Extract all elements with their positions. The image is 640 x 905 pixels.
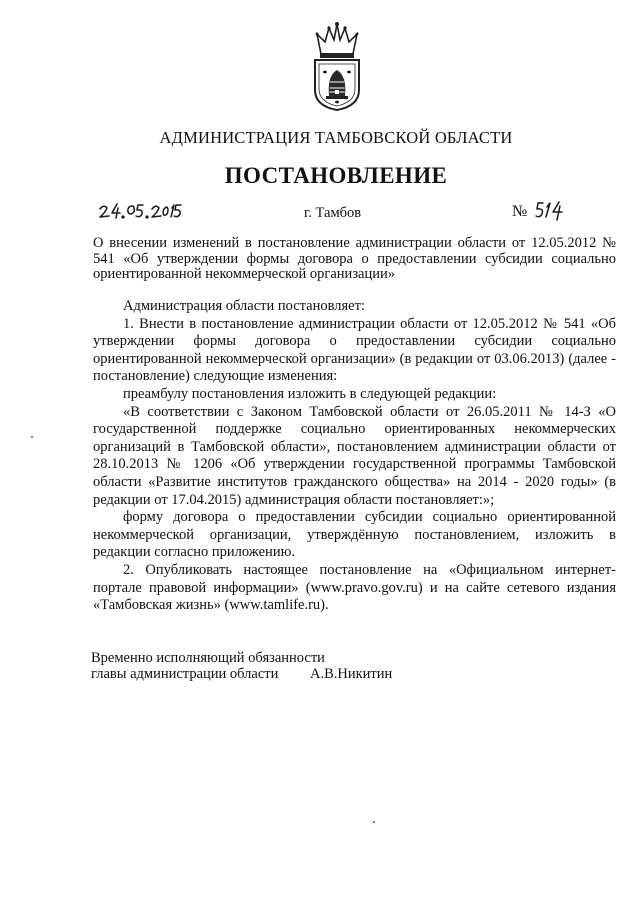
body-paragraph-item-2: 2. Опубликовать настоящее постановление на «Официальном интернет-портале правовой информации» (www.pravo.gov.ru) и на сайте сетевого издания «Тамбовская жизнь» (www.tamlife.ru). (93, 561, 616, 614)
tambov-coat-of-arms-icon (307, 20, 367, 112)
body-paragraph-quote: «В соответствии с Законом Тамбовской области от 26.05.2011 № 14-З «О государственной поддержке социально ориентированных некоммерческих организаций в Тамбовской области», постановлением администрации области от 28.10.2013 № 1206 «Об утверждении государственной программы Тамбовской области «Развитие институтов гражданского общества» на 2014 - 2020 годы» (в редакции от 17.04.2015) администрация области постановляет:»; (93, 403, 616, 508)
signatory-name: А.В.Никитин (310, 666, 393, 682)
handwritten-date (96, 200, 182, 222)
scan-speck (373, 821, 375, 823)
signatory-position-line1: Временно исполняющий обязанности (91, 650, 325, 666)
document-type-title: ПОСТАНОВЛЕНИЕ (224, 163, 448, 188)
scan-speck (31, 436, 33, 438)
body-paragraph-form: форму договора о предоставлении субсидии социально ориентированной некоммерческой организации, утверждённую постановлением, изложить в редакции согласно приложению. (93, 509, 616, 561)
signatory-position-line2: главы администрации области (91, 666, 279, 682)
body-paragraph-preamble: преамбулу постановления изложить в следующей редакции: (123, 385, 497, 402)
organization-name: АДМИНИСТРАЦИЯ ТАМБОВСКОЙ ОБЛАСТИ (159, 128, 513, 147)
body-paragraph-item-1: 1. Внести в постановление администрации области от 12.05.2012 № 541 «Об утверждении формы договора о предоставлении субсидии социально ориентированной некоммерческой организации» (в редакции от 03.06.2013) (далее - постановление) следующие изменения: (93, 315, 616, 385)
handwritten-number (534, 198, 564, 222)
body-paragraph-intro: Администрация области постановляет: (123, 298, 365, 314)
document-subject: О внесении изменений в постановление администрации области от 12.05.2012 № 541 «Об утверждении формы договора о предоставлении субсидии социально ориентированной некоммерческой организации» (93, 235, 616, 282)
city: г. Тамбов (304, 205, 362, 221)
number-sign: № (512, 203, 528, 220)
document-body (93, 298, 616, 615)
